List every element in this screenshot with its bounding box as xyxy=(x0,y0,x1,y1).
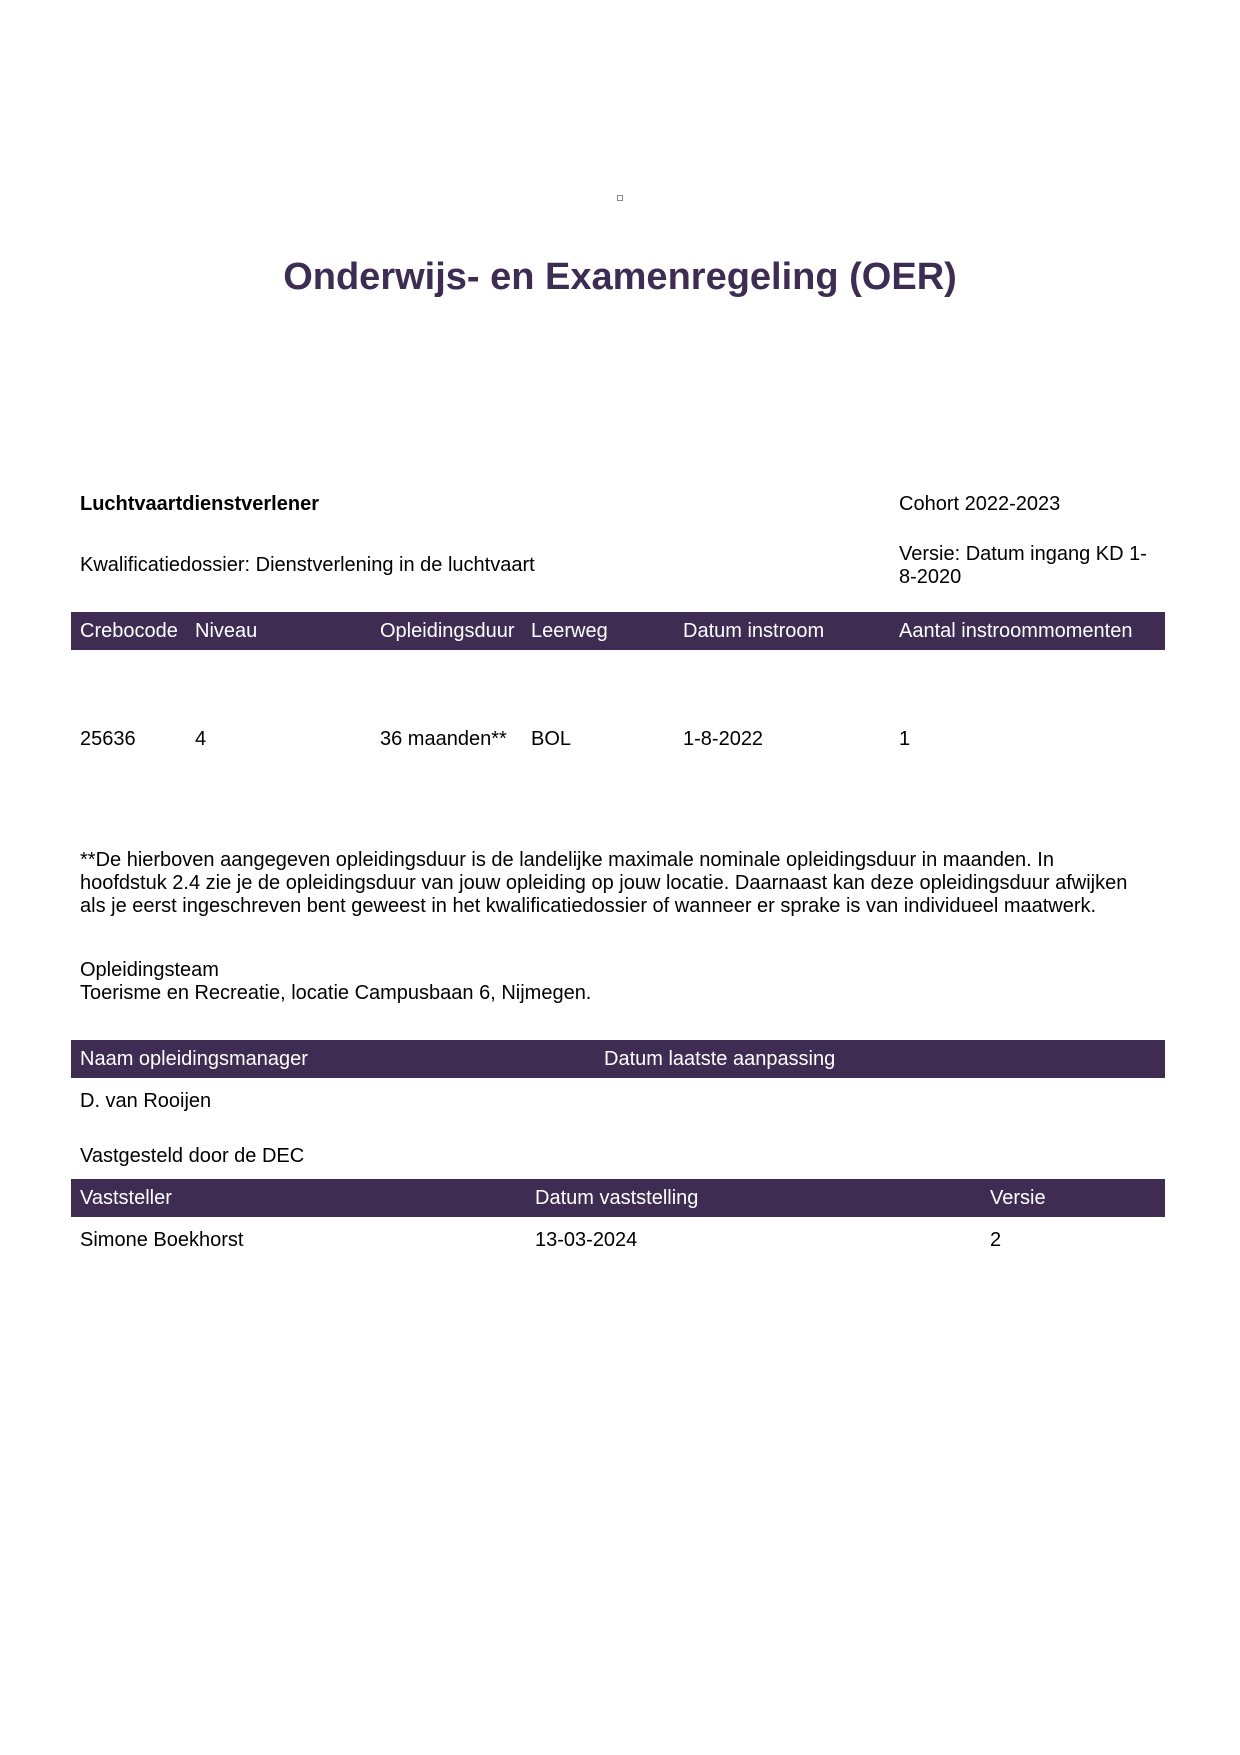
manager-table-header xyxy=(71,1040,1165,1078)
cohort-label: Cohort 2022-2023 xyxy=(899,493,1061,515)
established-table-header xyxy=(71,1179,1165,1217)
established-label: Vastgesteld door de DEC xyxy=(80,1145,305,1167)
cell-niveau: 4 xyxy=(195,728,207,750)
footnote-line-1: **De hierboven aangegeven opleidingsduur is de landelijke maximale nominale opleidingsduur in maanden. In xyxy=(80,849,1054,871)
qualification-dossier: Kwalificatiedossier: Dienstverlening in de luchtvaart xyxy=(80,554,535,576)
program-table-row xyxy=(71,728,1165,751)
header-aantal-instroommomenten: Aantal instroommomenten xyxy=(899,620,1133,642)
header-leerweg: Leerweg xyxy=(531,620,608,642)
version-line-1: Versie: Datum ingang KD 1- xyxy=(899,543,1147,565)
cell-opleidingsduur: 36 maanden** xyxy=(380,728,507,750)
header-crebocode: Crebocode xyxy=(80,620,178,642)
cell-opleidingsmanager: D. van Rooijen xyxy=(80,1090,212,1112)
cell-crebocode: 25636 xyxy=(80,728,136,750)
cell-datum-vaststelling: 13-03-2024 xyxy=(535,1229,638,1251)
cell-datum-instroom: 1-8-2022 xyxy=(683,728,764,750)
footnote-line-2: hoofdstuk 2.4 zie je de opleidingsduur van jouw opleiding op jouw locatie. Daarnaast kan deze opleidingsduur afwijken xyxy=(80,872,1128,894)
header-naam-opleidingsmanager: Naam opleidingsmanager xyxy=(80,1048,308,1070)
cell-aantal-instroommomenten: 1 xyxy=(899,728,911,750)
footnote-line-3: als je eerst ingeschreven bent geweest in het kwalificatiedossier of wanneer er sprake is van individueel maatwerk. xyxy=(80,895,1097,917)
header-datum-instroom: Datum instroom xyxy=(683,620,825,642)
duration-footnote xyxy=(80,849,1160,918)
document-title: Onderwijs- en Examenregeling (OER) xyxy=(283,256,957,298)
program-table-header xyxy=(71,612,1165,650)
cell-vaststeller: Simone Boekhorst xyxy=(80,1229,244,1251)
program-name: Luchtvaartdienstverlener xyxy=(80,493,319,515)
version-info xyxy=(899,543,1147,589)
header-niveau: Niveau xyxy=(195,620,258,642)
header-opleidingsduur: Opleidingsduur xyxy=(380,620,515,642)
header-datum-vaststelling: Datum vaststelling xyxy=(535,1187,699,1209)
header-versie: Versie xyxy=(990,1187,1046,1209)
cell-leerweg: BOL xyxy=(531,728,572,750)
logo-placeholder-icon xyxy=(617,195,623,201)
version-line-2: 8-2020 xyxy=(899,566,962,588)
header-vaststeller: Vaststeller xyxy=(80,1187,172,1209)
cell-versie: 2 xyxy=(990,1229,1002,1251)
established-table-row xyxy=(71,1229,1165,1252)
manager-table-row xyxy=(71,1090,1165,1113)
team-block xyxy=(80,959,591,1005)
team-label: Opleidingsteam xyxy=(80,959,219,981)
header-datum-laatste-aanpassing: Datum laatste aanpassing xyxy=(604,1048,836,1070)
team-value: Toerisme en Recreatie, locatie Campusbaan 6, Nijmegen. xyxy=(80,982,592,1004)
